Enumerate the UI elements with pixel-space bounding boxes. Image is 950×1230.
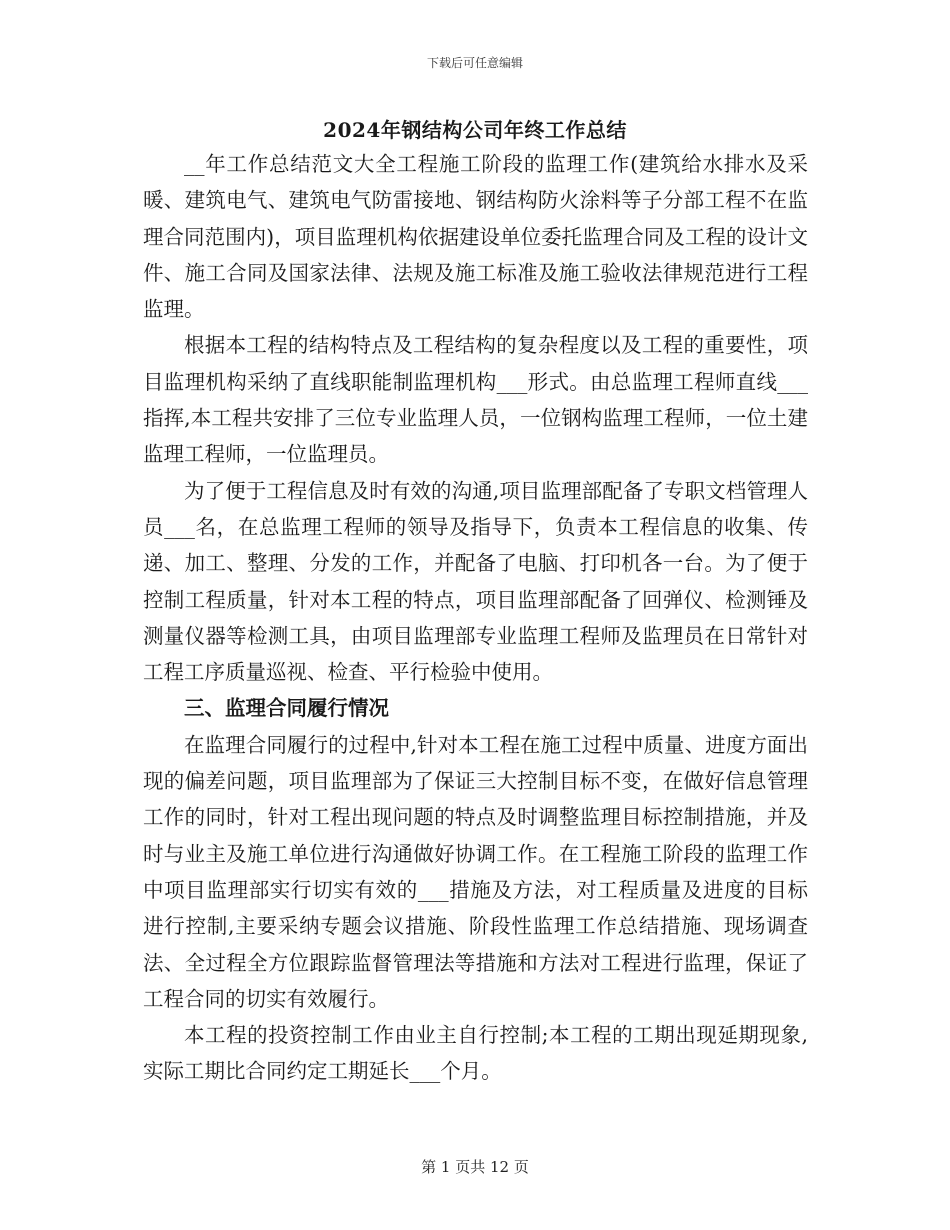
document-body — [143, 146, 808, 1090]
section-heading: 三、监理合同履行情况 — [184, 696, 389, 721]
header-note: 下载后可任意编辑 — [426, 56, 523, 70]
paragraph-structure: 根据本工程的结构特点及工程结构的复杂程度以及工程的重要性，项目监理机构采纳了直线职能制监理机构___形式。由总监理工程师直线___指挥,本工程共安排了三位专业监理人员，一位钢构监理工程师，一位土建监理工程师，一位监理员。 — [143, 333, 808, 467]
paragraph-information: 为了便于工程信息及时有效的沟通,项目监理部配备了专职文档管理人员___名，在总监理工程师的领导及指导下，负责本工程信息的收集、传递、加工、整理、分发的工作，并配备了电脑、打印机各一台。为了便于控制工程质量，针对本工程的特点，项目监理部配备了回弹仪、检测锤及测量仪器等检测工具，由项目监理部专业监理工程师及监理员在日常针对工程工序质量巡视、检查、平行检验中使用。 — [143, 478, 808, 685]
document-title: 2024年钢结构公司年终工作总结 — [323, 118, 627, 142]
paragraph-intro: __年工作总结范文大全工程施工阶段的监理工作(建筑给水排水及采暖、建筑电气、建筑电气防雷接地、钢结构防火涂料等子分部工程不在监理合同范围内)，项目监理机构依据建设单位委托监理合同及工程的设计文件、施工合同及国家法律、法规及施工标准及施工验收法律规范进行工程监理。 — [143, 152, 808, 322]
page-number: 第 1 页共 12 页 — [421, 1158, 529, 1176]
paragraph-investment-schedule: 本工程的投资控制工作由业主自行控制;本工程的工期出现延期现象,实际工期比合同约定工期延长___个月。 — [143, 1023, 808, 1084]
paragraph-contract-performance: 在监理合同履行的过程中,针对本工程在施工过程中质量、进度方面出现的偏差问题，项目监理部为了保证三大控制目标不变，在做好信息管理工作的同时，针对工程出现问题的特点及时调整监理目标控制措施，并及时与业主及施工单位进行沟通做好协调工作。在工程施工阶段的监理工作中项目监理部实行切实有效的___措施及方法，对工程质量及进度的目标进行控制,主要采纳专题会议措施、阶段性监理工作总结措施、现场调查法、全过程全方位跟踪监督管理法等措施和方法对工程进行监理，保证了工程合同的切实有效履行。 — [143, 732, 808, 1011]
